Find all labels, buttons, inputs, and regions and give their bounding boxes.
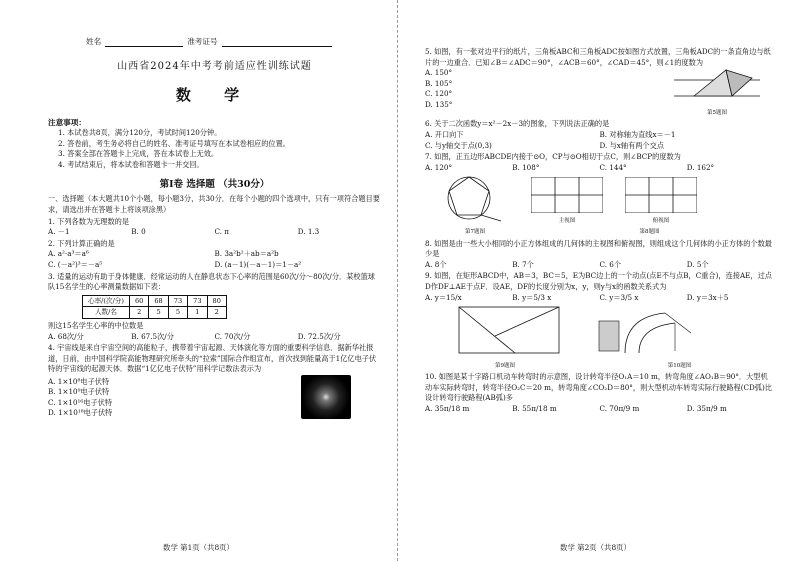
q7-figure-caption: 第7题图 bbox=[465, 228, 485, 235]
question-4 bbox=[48, 343, 381, 419]
q10-option-b[interactable]: B. 55π/18 m bbox=[512, 404, 557, 414]
notice-heading: 注意事项： bbox=[48, 118, 86, 127]
q1-stem: 1. 下列各数为无理数的是 bbox=[48, 216, 130, 226]
q2-option-d[interactable]: D. (a－1)(－a－1)＝1－a² bbox=[214, 259, 302, 269]
q2-option-a[interactable]: A. a²·a³＝a⁶ bbox=[48, 249, 89, 259]
q3-option-d[interactable]: D. 72.5次/分 bbox=[297, 331, 341, 341]
triangle-figure bbox=[674, 68, 760, 104]
front-view-label: 主视图 bbox=[558, 218, 576, 225]
q9-figure-caption: 第9题图 bbox=[495, 362, 515, 369]
part1-instruction: 一、选择题（本大题共10个小题，每小题3分，共30分．在每个小题的四个选项中，只有一项符合题目要求，请选出并在答题卡上将该项涂黑） bbox=[48, 194, 380, 214]
q9-option-d[interactable]: D. y＝3x＋5 bbox=[686, 292, 729, 302]
q8-option-c[interactable]: C. 6个 bbox=[599, 259, 622, 269]
q5-option-d[interactable]: D. 135° bbox=[425, 99, 453, 109]
q4-option-d[interactable]: D. 1×10¹⁸电子伏特 bbox=[48, 408, 113, 418]
q1-option-c[interactable]: C. π bbox=[214, 227, 230, 237]
q8-figure bbox=[525, 177, 774, 238]
notice-item: 4. 考试结束后，将本试卷和答题卡一并交回。 bbox=[58, 159, 204, 169]
table-cell: 60 bbox=[129, 295, 148, 307]
q7-stem: 7. 如图，正五边形ABCDE内接于⊙O，CP与⊙O相切于点C，则∠BCP的度数为 bbox=[425, 152, 681, 162]
q5-stem: 5. 如图，有一张对边平行的纸片，三角板ABC和三角板ADC按如图方式放置，三角板ADC的一条直角边与纸片的一边重合．已知∠B＝∠ADC＝90°，∠ACB＝60°，∠CAD＝45°，则∠1的度数为 bbox=[425, 47, 771, 67]
table-cell: 73 bbox=[188, 295, 207, 307]
candidate-header bbox=[86, 36, 381, 47]
q2-option-c[interactable]: C. (－a²)³＝－a⁵ bbox=[48, 259, 103, 269]
heart-rate-table bbox=[82, 295, 227, 319]
page-2-footer: 数学 第2页（共8页） bbox=[560, 543, 631, 552]
q5-figure-caption: 第5题图 bbox=[707, 109, 727, 116]
top-view-grid bbox=[625, 177, 697, 213]
name-field[interactable] bbox=[105, 37, 183, 47]
q6-option-c[interactable]: C. 与y轴交于点(0,3) bbox=[425, 140, 492, 150]
q8-figure-caption: 第8题图 bbox=[639, 228, 660, 235]
table-cell: 73 bbox=[168, 295, 187, 307]
q9-option-c[interactable]: C. y＝3/5 x bbox=[599, 292, 639, 302]
table-cell: 2 bbox=[129, 307, 148, 319]
q10-option-a[interactable]: A. 35π/18 m bbox=[425, 404, 470, 414]
q5-option-a[interactable]: A. 150° bbox=[425, 68, 453, 78]
q8-stem: 8. 如图是由一些大小相同的小正方体组成的几何体的主视图和俯视图，则组成这个几何体的小正方体的个数最少是 bbox=[425, 238, 772, 259]
q10-figure bbox=[585, 303, 774, 371]
page-1-footer: 数学 第1页（共8页） bbox=[163, 543, 234, 552]
table-cell: 5 bbox=[149, 307, 168, 319]
q6-option-b[interactable]: B. 对称轴为直线x＝－1 bbox=[599, 129, 676, 139]
question-2 bbox=[48, 239, 381, 271]
question-5 bbox=[425, 47, 774, 118]
q1-option-d[interactable]: D. 1.3 bbox=[297, 227, 320, 237]
question-10 bbox=[425, 372, 774, 414]
turning-road-figure bbox=[595, 303, 695, 357]
q7-option-a[interactable]: A. 120° bbox=[425, 162, 453, 172]
q7-option-d[interactable]: D. 162° bbox=[686, 162, 715, 172]
q10-figure-caption: 第10题图 bbox=[667, 362, 692, 369]
subject-title: 数 学 bbox=[175, 86, 254, 104]
q9-q10-figures bbox=[425, 303, 774, 371]
question-1 bbox=[48, 217, 381, 238]
q4-stem: 4. 宇宙线是来自宇宙空间的高能粒子，携带着宇宙起源、天体演化等方面的重要科学信息．据新华社报道，日前，由中国科学院高能物理研究所牵头的“拉索”国际合作组宣布，首次找到能量高于1亿亿电子伏特的宇宙线的起源天体．数据“1亿亿电子伏特”用科学记数法表示为 bbox=[48, 343, 377, 374]
q3-option-a[interactable]: A. 68次/分 bbox=[48, 331, 84, 341]
notice-item: 3. 答案全部在答题卡上完成，答在本试卷上无效。 bbox=[58, 149, 219, 159]
notice-item: 2. 答卷前，考生务必将自己的姓名、准考证号填写在本试卷相应的位置。 bbox=[58, 138, 290, 148]
q2-stem: 2. 下列计算正确的是 bbox=[48, 238, 115, 248]
q6-option-a[interactable]: A. 开口向下 bbox=[425, 129, 464, 139]
q3-ask: 则这15名学生心率的中位数是 bbox=[48, 320, 144, 330]
rectangle-figure bbox=[455, 303, 565, 357]
table-cell: 80 bbox=[207, 295, 226, 307]
q3-option-b[interactable]: B. 67.5次/分 bbox=[131, 331, 174, 341]
galaxy-image bbox=[301, 375, 351, 419]
q4-option-c[interactable]: C. 1×10¹⁶电子伏特 bbox=[48, 397, 113, 407]
table-cell: 5 bbox=[168, 307, 187, 319]
q9-option-b[interactable]: B. y＝5/3 x bbox=[512, 292, 552, 302]
question-7 bbox=[425, 152, 774, 237]
q7-option-b[interactable]: B. 108° bbox=[512, 162, 540, 172]
q5-option-c[interactable]: C. 120° bbox=[425, 89, 453, 99]
name-label: 姓名 bbox=[86, 37, 102, 46]
q2-option-b[interactable]: B. 3a²b²＋ab＝a²b bbox=[214, 249, 279, 259]
notice-list bbox=[48, 128, 381, 170]
table-cell: 1 bbox=[188, 307, 207, 319]
q9-option-a[interactable]: A. y＝15/x bbox=[425, 292, 462, 302]
q8-option-b[interactable]: B. 7个 bbox=[512, 259, 534, 269]
q9-figure bbox=[425, 303, 585, 371]
q1-option-a[interactable]: A. －1 bbox=[48, 227, 70, 237]
q8-option-a[interactable]: A. 8个 bbox=[425, 259, 447, 269]
question-3 bbox=[48, 272, 381, 343]
table-row-label: 心率/(次/分) bbox=[83, 295, 130, 307]
question-6 bbox=[425, 119, 774, 151]
q5-option-b[interactable]: B. 105° bbox=[425, 78, 453, 88]
part1-title: 第Ⅰ卷 选择题 （共30分） bbox=[159, 179, 270, 191]
notice-item: 1. 本试卷共8页，满分120分，考试时间120分钟。 bbox=[58, 128, 222, 137]
page-2 bbox=[397, 0, 794, 561]
q6-stem: 6. 关于二次函数y＝x²－2x－3的图象，下列说法正确的是 bbox=[425, 119, 610, 129]
front-view-grid bbox=[531, 177, 603, 213]
q10-option-d[interactable]: D. 35π/9 m bbox=[686, 404, 727, 414]
q7-figure bbox=[425, 173, 525, 237]
q10-option-c[interactable]: C. 70π/9 m bbox=[599, 404, 640, 414]
q3-stem: 3. 适量的运动有助于身体健康．经常运动的人在静息状态下心率的范围是60次/分～80次/分．某校篮球队15名学生的心率测量数据如下表： bbox=[48, 271, 375, 292]
q6-option-d[interactable]: D. 与x轴有两个交点 bbox=[599, 140, 664, 150]
question-8 bbox=[425, 239, 774, 271]
q4-option-b[interactable]: B. 1×10⁹电子伏特 bbox=[48, 387, 110, 397]
q3-option-c[interactable]: C. 70次/分 bbox=[214, 331, 251, 341]
table-cell: 2 bbox=[207, 307, 226, 319]
exam-title: 山西省2024年中考考前适应性训练试题 bbox=[117, 61, 312, 72]
table-row-label: 人数/名 bbox=[83, 307, 130, 319]
q7-option-c[interactable]: C. 144° bbox=[599, 162, 627, 172]
q7-q8-figures bbox=[425, 173, 774, 237]
table-cell: 68 bbox=[149, 295, 168, 307]
q9-stem: 9. 如图，在矩形ABCD中，AB＝3，BC＝5，E为BC边上的一个动点(点E不与点B，C重合)，连接AE，过点D作DF⊥AE于点F．设AE，DF的长度分别为x，y，则y与x的函数关系式为 bbox=[425, 271, 772, 291]
q1-option-b[interactable]: B. 0 bbox=[131, 227, 146, 237]
question-9 bbox=[425, 271, 774, 371]
exam-no-label: 准考证号 bbox=[187, 37, 218, 46]
q10-stem: 10. 如图是某十字路口机动车转弯时的示意图，设计转弯半径O₁A＝10 m，转弯角度∠AO₁B＝90°．大型机动车实际转弯时，转弯半径O₂C＝20 m，转弯角度∠CO₂D＝80°，则大型机动车转弯实际行驶路程(CD弧)比设计转弯行驶路程(AB弧)多 bbox=[425, 372, 772, 403]
q8-option-d[interactable]: D. 5个 bbox=[686, 259, 709, 269]
q4-option-a[interactable]: A. 1×10⁸电子伏特 bbox=[48, 376, 110, 386]
exam-no-field[interactable] bbox=[222, 37, 332, 47]
pentagon-circle-figure bbox=[439, 173, 503, 223]
q5-figure bbox=[674, 68, 760, 118]
top-view-label: 俯视图 bbox=[652, 218, 670, 225]
